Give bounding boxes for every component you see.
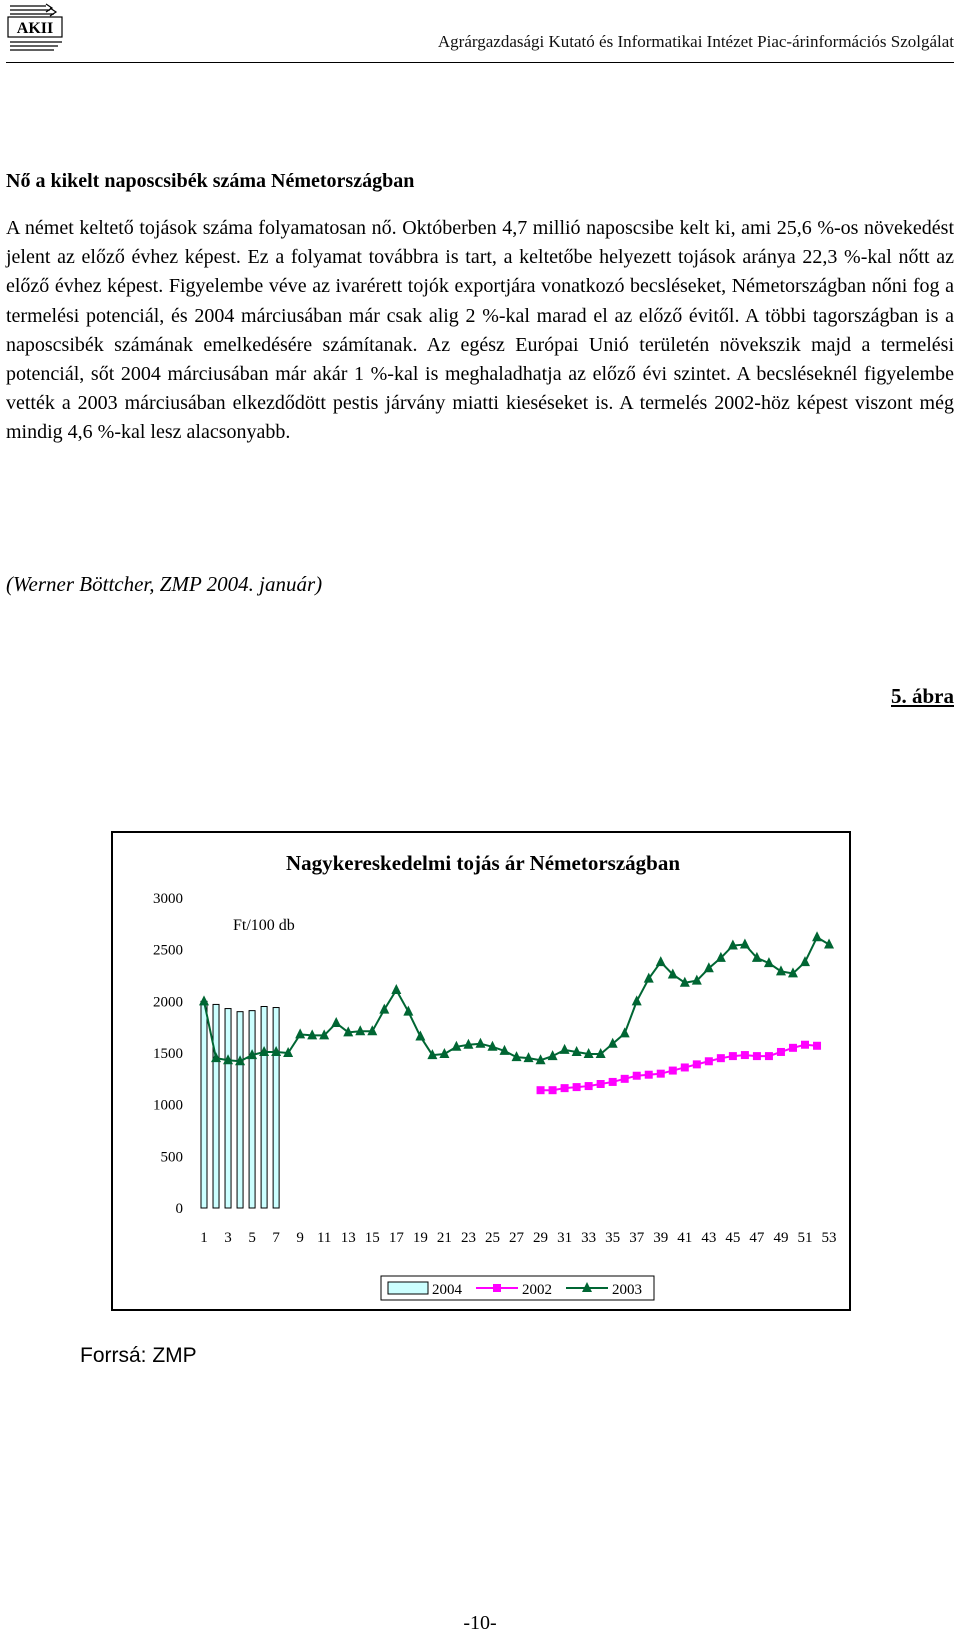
series-2002-point [609, 1078, 617, 1086]
y-tick-label: 2000 [153, 994, 183, 1011]
x-tick-label: 7 [272, 1230, 280, 1246]
chart-legend [381, 1276, 654, 1300]
chart-title: Nagykereskedelmi tojás ár Németországban [285, 851, 681, 875]
article-body: A német keltető tojások száma folyamatosan nő. Októberben 4,7 millió naposcsibe kelt ki, ami 25,6 %-os növekedést jelent az előző évhez képest. Ez a folyamat továbbra is tart, a keltetőbe helyezett tojások aránya 22,3 %-kal nőtt az előző évhez képest. Figyelembe véve az ivarérett tojók exportjára vonatkozó becsléseket, Németországban nőni fog a termelési potenciál, és 2004 márciusában már csak alig 2 %-kal marad el az előző évitől. A többi tagországban is a naposcsibék számának emelkedésére számítanak. Az egész Európai Unió területén növekszik majd a termelési potenciál, sőt 2004 márciusában már akár 1 %-kal is meghaladhatja az előző évi szintet. A becsléseknél figyelembe vették a 2003 márciusában elkezdődött pestis járvány miatti kieséseket is. A termelés 2002-höz képest viszont még mindig 4,6 %-kal lesz alacsonyabb. [6, 217, 954, 444]
legend-swatch-2004 [388, 1282, 428, 1294]
x-tick-label: 49 [773, 1230, 789, 1246]
y-tick-label: 0 [175, 1201, 183, 1217]
bar-2004 [213, 1004, 219, 1208]
series-2002-point [813, 1042, 821, 1050]
article-source: (Werner Böttcher, ZMP 2004. január) [6, 572, 323, 596]
page-number: -10- [463, 1612, 497, 1634]
x-tick-label: 45 [725, 1230, 741, 1246]
series-2002-point [633, 1072, 641, 1080]
page-header [6, 0, 954, 62]
x-tick-label: 53 [821, 1230, 837, 1246]
x-tick-label: 25 [484, 1230, 500, 1246]
header-rule [6, 62, 954, 63]
x-tick-label: 5 [248, 1230, 256, 1246]
x-tick-label: 21 [436, 1230, 452, 1246]
x-tick-label: 37 [629, 1230, 645, 1246]
series-2002-point [585, 1082, 593, 1090]
series-2002-point [657, 1070, 665, 1078]
x-tick-label: 47 [749, 1230, 765, 1246]
series-2002-point [669, 1067, 677, 1075]
x-tick-label: 41 [677, 1230, 693, 1246]
y-tick-label: 500 [160, 1149, 183, 1166]
series-2002-point [741, 1051, 749, 1059]
series-2002-point [801, 1041, 809, 1049]
series-2002-point [573, 1083, 581, 1091]
series-2002-point [789, 1044, 797, 1052]
series-2002-point [549, 1086, 557, 1094]
series-2002-point [777, 1048, 785, 1056]
x-tick-label: 27 [509, 1230, 525, 1246]
series-2002-point [597, 1080, 605, 1088]
series-2002-point [537, 1086, 545, 1094]
legend-marker-2002 [493, 1284, 501, 1292]
series-2002-point [681, 1063, 689, 1071]
series-2002-point [717, 1054, 725, 1062]
legend-label-2003: 2003 [612, 1282, 642, 1298]
bar-2004 [273, 1008, 279, 1208]
y-tick-label: 2500 [153, 942, 183, 959]
x-tick-label: 23 [460, 1230, 476, 1246]
y-tick-label: 3000 [153, 891, 183, 907]
legend-label-2004: 2004 [432, 1282, 462, 1298]
svg-text:AKII: AKII [16, 20, 54, 37]
x-tick-label: 39 [653, 1230, 669, 1246]
x-tick-label: 33 [581, 1230, 597, 1246]
x-tick-label: 13 [340, 1230, 356, 1246]
x-tick-label: 29 [533, 1230, 549, 1246]
x-tick-label: 19 [412, 1230, 428, 1246]
bar-2004 [261, 1007, 267, 1209]
series-2002-point [729, 1052, 737, 1060]
x-tick-label: 1 [200, 1230, 208, 1246]
institute-name: Agrárgazdasági Kutató és Informatikai Intézet Piac-árinformációs Szolgálat [437, 32, 954, 51]
y-tick-label: 1500 [153, 1046, 183, 1062]
legend-label-2002: 2002 [522, 1282, 552, 1298]
x-tick-label: 51 [797, 1230, 813, 1246]
figure-credit: Forrsá: ZMP [80, 1344, 197, 1367]
figure-number: 5. ábra [891, 684, 954, 708]
x-tick-label: 11 [316, 1230, 332, 1246]
bar-2004 [225, 1009, 231, 1208]
bar-2004 [201, 1001, 207, 1208]
x-tick-label: 17 [388, 1230, 404, 1246]
y-axis-label: Ft/100 db [233, 917, 295, 934]
series-2002-point [621, 1075, 629, 1083]
series-2002-point [705, 1057, 713, 1065]
article-title: Nő a kikelt naposcsibék száma Németországban [6, 170, 415, 192]
series-2002-point [561, 1084, 569, 1092]
price-chart [0, 820, 960, 1320]
akii-logo [6, 2, 66, 54]
series-2002-point [645, 1071, 653, 1079]
y-tick-label: 1000 [153, 1097, 183, 1114]
x-tick-label: 43 [701, 1230, 717, 1246]
series-2002-point [753, 1052, 761, 1060]
bar-2004 [237, 1012, 243, 1208]
x-tick-label: 3 [224, 1230, 232, 1246]
series-2002-point [693, 1060, 701, 1068]
x-tick-label: 15 [364, 1230, 380, 1246]
x-tick-label: 35 [605, 1230, 621, 1246]
series-2002-point [765, 1052, 773, 1060]
x-tick-label: 31 [557, 1230, 573, 1246]
x-tick-label: 9 [296, 1230, 304, 1246]
bar-2004 [249, 1011, 255, 1208]
